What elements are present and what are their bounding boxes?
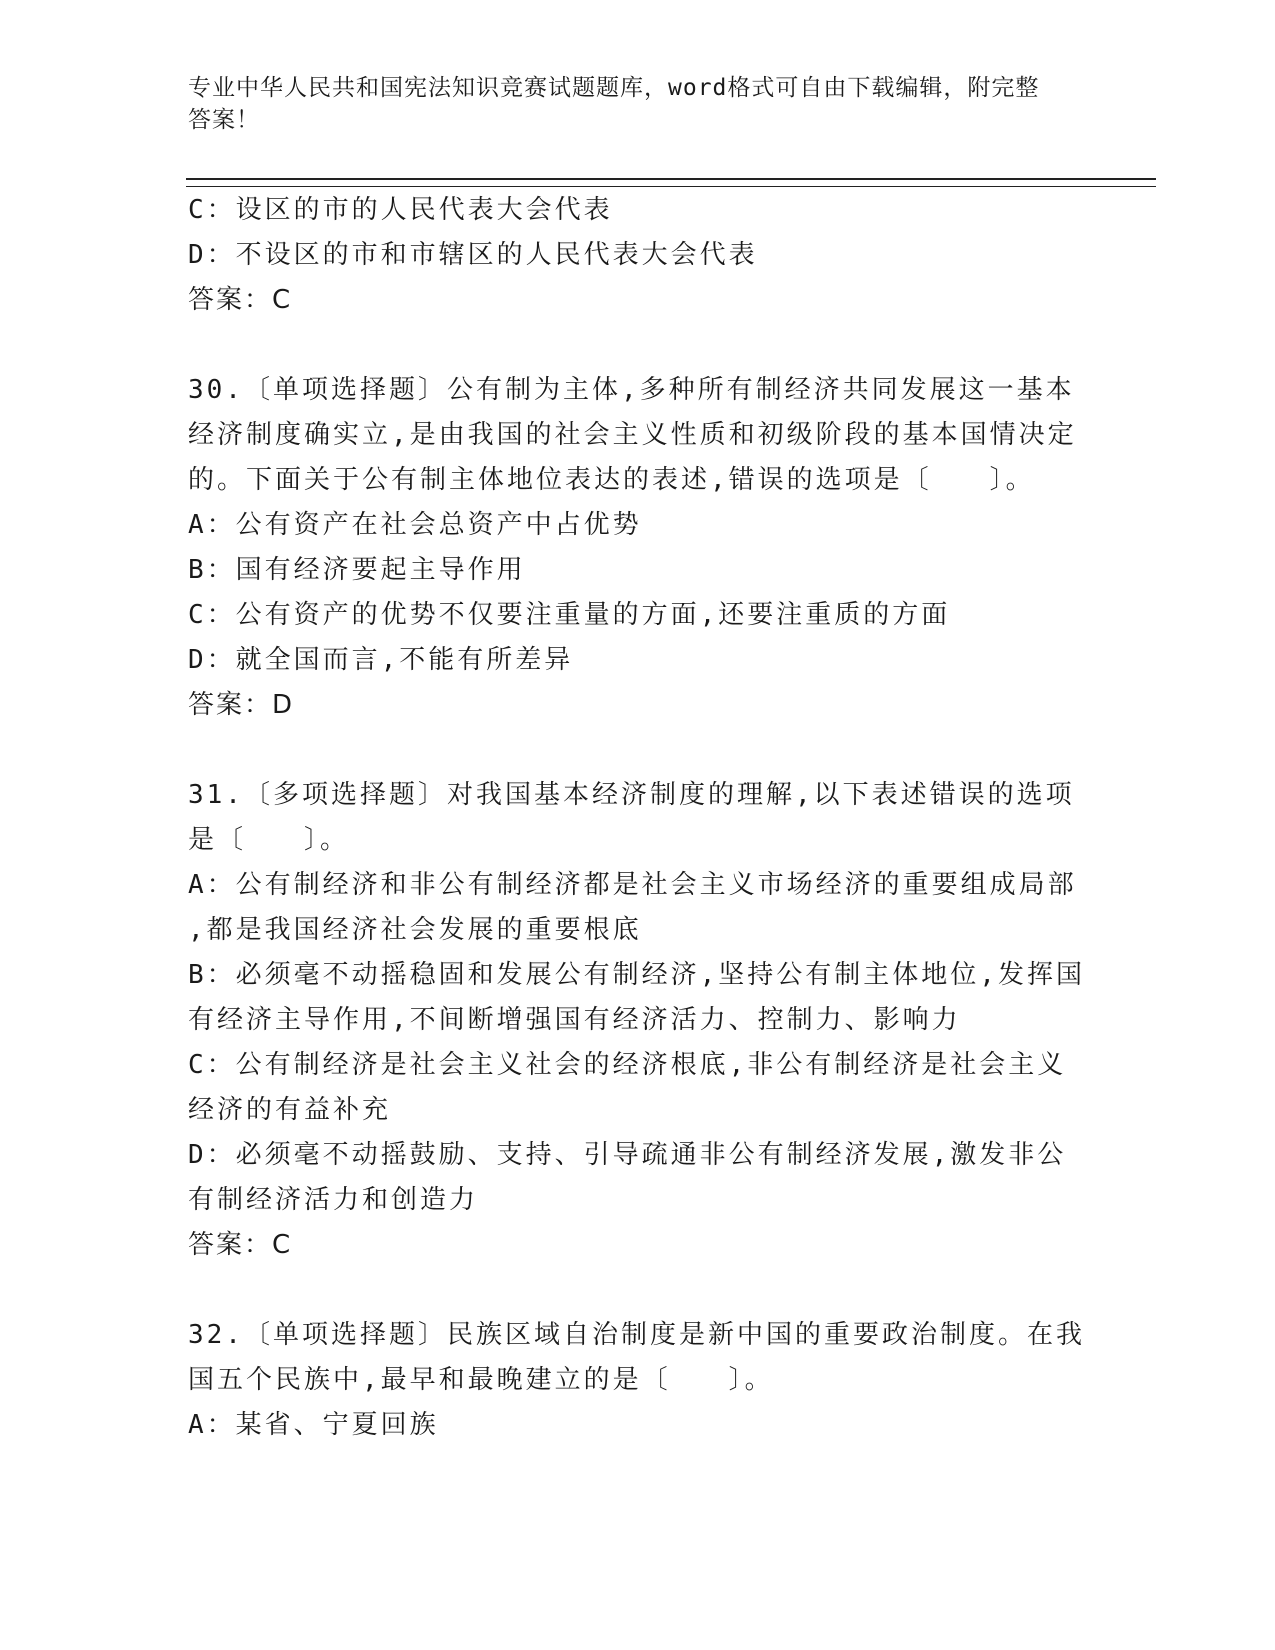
header-divider (186, 178, 1156, 187)
question-item-29-continued (188, 188, 1078, 323)
option-b-continued: 有经济主导作用,不间断增强国有经济活力、控制力、影响力 (188, 1005, 961, 1035)
question-text-line: 30.〔单项选择题〕公有制为主体,多种所有制经济共同发展这一基本 (188, 375, 1075, 405)
option-d: D：不设区的市和市辖区的人民代表大会代表 (188, 240, 758, 270)
option-c: C：设区的市的人民代表大会代表 (188, 195, 613, 225)
header-line-1: 专业中华人民共和国宪法知识竞赛试题题库，word格式可自由下载编辑，附完整 (188, 75, 1040, 101)
option-b: B：必须毫不动摇稳固和发展公有制经济,坚持公有制主体地位,发挥国 (188, 960, 1085, 990)
question-list (188, 188, 1085, 1448)
answer-line: 答案：D (188, 690, 295, 720)
option-d-continued: 有制经济活力和创造力 (188, 1185, 479, 1215)
spacer (188, 728, 1078, 773)
question-item-31 (188, 773, 1085, 1268)
question-text-line: 31.〔多项选择题〕对我国基本经济制度的理解,以下表述错误的选项 (188, 780, 1075, 810)
option-c: C：公有制经济是社会主义社会的经济根底,非公有制经济是社会主义 (188, 1050, 1067, 1080)
option-a: A：某省、宁夏回族 (188, 1410, 439, 1440)
question-item-32 (188, 1313, 1085, 1448)
option-c-continued: 经济的有益补充 (188, 1095, 392, 1125)
question-item-30 (188, 368, 1078, 728)
spacer (188, 323, 1078, 368)
option-a: A：公有制经济和非公有制经济都是社会主义市场经济的重要组成局部 (188, 870, 1077, 900)
question-text-line: 经济制度确实立,是由我国的社会主义性质和初级阶段的基本国情决定 (188, 420, 1077, 450)
option-d: D：必须毫不动摇鼓励、支持、引导疏通非公有制经济发展,激发非公 (188, 1140, 1067, 1170)
option-c: C：公有资产的优势不仅要注重量的方面,还要注重质的方面 (188, 600, 951, 630)
answer-line: 答案：C (188, 285, 293, 315)
answer-line: 答案：C (188, 1230, 293, 1260)
option-a-continued: ,都是我国经济社会发展的重要根底 (188, 915, 642, 945)
header-line-2: 答案！ (188, 107, 260, 133)
option-a: A：公有资产在社会总资产中占优势 (188, 510, 642, 540)
question-text-line: 的。下面关于公有制主体地位表达的表述,错误的选项是〔 〕。 (188, 465, 1035, 495)
question-text-line: 国五个民族中,最早和最晚建立的是〔 〕。 (188, 1365, 774, 1395)
page-header (188, 72, 1068, 136)
option-d: D：就全国而言,不能有所差异 (188, 645, 574, 675)
spacer (188, 1268, 1078, 1313)
question-text-line: 是〔 〕。 (188, 825, 350, 855)
question-text-line: 32.〔单项选择题〕民族区域自治制度是新中国的重要政治制度。在我 (188, 1320, 1085, 1350)
option-b: B：国有经济要起主导作用 (188, 555, 526, 585)
